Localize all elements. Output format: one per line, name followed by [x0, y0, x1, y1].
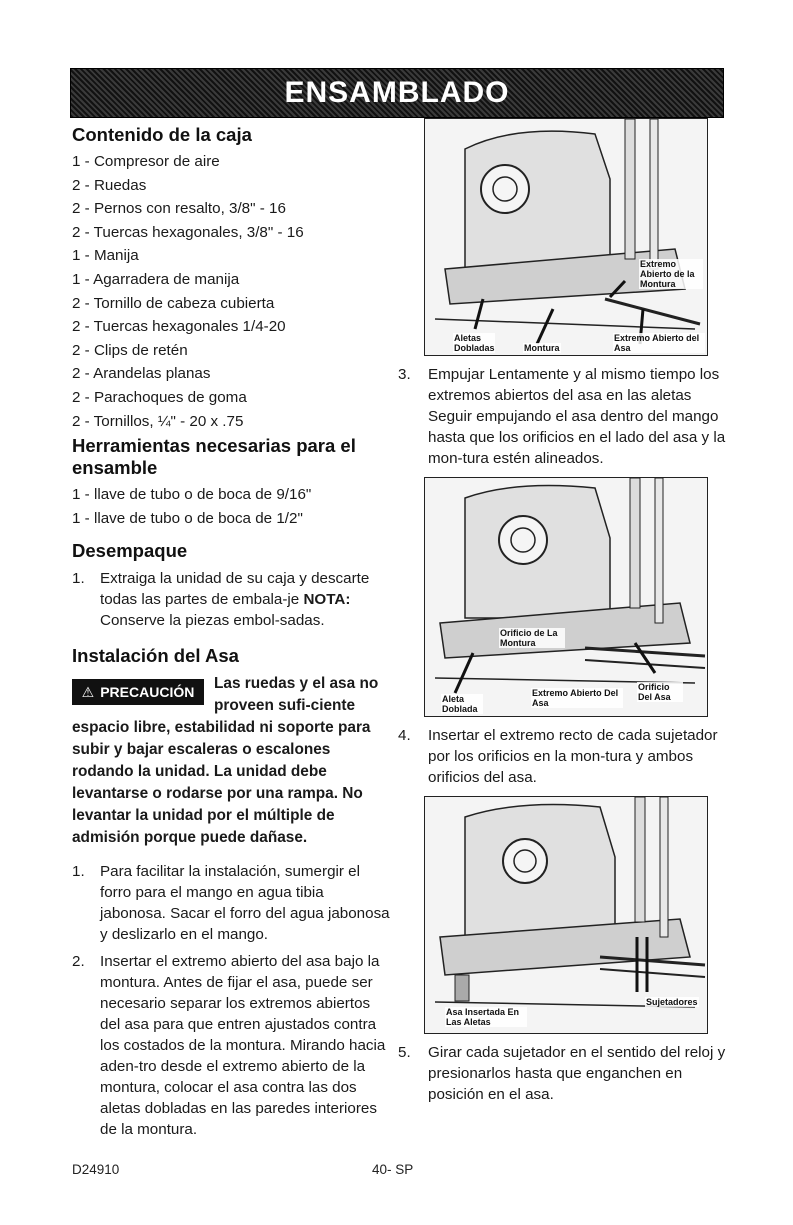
label-handle-hole: Orificio Del Asa [637, 682, 683, 702]
list-item: 1 - llave de tubo o de boca de 1/2" [72, 509, 303, 527]
label-bent-tab: Aleta Doblada [441, 694, 483, 714]
assembly-step [398, 364, 728, 469]
caution-block [72, 673, 392, 849]
caution-text: Las ruedas y el asa no proveen sufi-ciente espacio libre, estabilidad ni soporte para subir y bajar escaleras o escalones rodando la unidad. La unidad debe levantarse o rodarse por una rampa. No levantar la unidad por el múltiple de admisión porque puede dañase. [72, 675, 379, 847]
caution-badge [72, 679, 204, 705]
note-label: NOTA: [303, 591, 351, 609]
label-fasteners: Sujetadores [646, 997, 698, 1007]
handle-step [72, 951, 392, 1140]
list-item: 2 - Arandelas planas [72, 365, 211, 383]
left-column [72, 120, 392, 1146]
step-number: 5. [398, 1044, 411, 1061]
step-number: 1. [72, 570, 85, 588]
tools-heading: Herramientas necesarias para el ensamble [72, 435, 356, 479]
list-item: 2 - Parachoques de goma [72, 388, 247, 406]
list-item: 1 - llave de tubo o de boca de 9/16" [72, 486, 312, 504]
assembly-step [398, 1042, 728, 1105]
list-item: 1 - Agarradera de manija [72, 270, 240, 288]
list-item: 2 - Tuercas hexagonales 1/4-20 [72, 318, 286, 336]
step-text: Insertar el extremo abierto del asa bajo la montura. Antes de fijar el asa, puede ser necesario separar los extremos abiertos del asa para que entren ajustados contra los costados de la montura. Mirando hacia aden-tro desde el extremo abierto de la montura, colocar el asa contra las dos aletas dobladas en las paredes interiores de la montura. [100, 953, 386, 1139]
figure-fasteners [424, 796, 708, 1034]
list-item: 2 - Pernos con resalto, 3/8" - 16 [72, 200, 286, 218]
contents-list [72, 150, 392, 433]
step-number: 1. [72, 863, 85, 881]
tools-list [72, 483, 392, 530]
step-text: Extraiga la unidad de su caja y descarte todas las partes de embala-je NOTA: Conserve la piezas embol-sadas. [100, 570, 370, 630]
label-mount: Montura [524, 343, 560, 353]
list-item: 2 - Ruedas [72, 176, 147, 194]
handle-step [72, 861, 392, 945]
figure-hole-alignment [424, 477, 708, 717]
caution-label: PRECAUCIÓN [100, 684, 195, 701]
assembly-step [398, 725, 728, 788]
page-number: 40- SP [372, 1162, 414, 1177]
list-item: 1 - Compresor de aire [72, 153, 220, 170]
step-number: 2. [72, 953, 85, 971]
list-item: 2 - Tornillos, ¼" - 20 x .75 [72, 412, 244, 430]
step-text: Para facilitar la instalación, sumergir el forro para el mango en agua tibia jabonosa. Sacar el forro del agua jabonosa y deslizarlo en el mango. [100, 863, 390, 944]
doc-code: D24910 [72, 1162, 120, 1177]
label-mount-hole: Orificio de La Montura [499, 628, 565, 648]
step-text: Empujar Lentamente y al mismo tiempo los extremos abiertos del asa en las aletas Seguir empujando el asa dentro del mango hasta que los orificios en el lado del asa y la mon-tura estén alineados. [428, 366, 726, 467]
label-open-end-mount: Extremo Abierto de la Montura [639, 259, 703, 289]
unpack-step [72, 568, 392, 631]
compressor-illustration-2 [425, 478, 707, 716]
warning-triangle-icon: ⚠ [81, 684, 95, 701]
label-inserted: Asa Insertada En Las Aletas [445, 1007, 527, 1027]
step-number: 3. [398, 366, 411, 383]
right-column [398, 118, 728, 1113]
list-item: 2 - Tornillo de cabeza cubierta [72, 294, 275, 312]
label-open-end-handle: Extremo Abierto Del Asa [531, 688, 623, 708]
contents-heading: Contenido de la caja [72, 124, 252, 145]
list-item: 2 - Tuercas hexagonales, 3/8" - 16 [72, 223, 304, 241]
label-open-end-handle: Extremo Abierto del Asa [613, 333, 705, 353]
step-text: Girar cada sujetador en el sentido del reloj y presionarlos hasta que enganchen en posición en el asa. [428, 1044, 726, 1103]
list-item: 1 - Manija [72, 247, 139, 265]
section-banner [70, 68, 724, 118]
step-text: Insertar el extremo recto de cada sujetador por los orificios en la mon-tura y ambos orificios del asa. [428, 727, 718, 786]
handle-heading: Instalación del Asa [72, 645, 239, 667]
label-bent-tabs: Aletas Dobladas [454, 333, 495, 353]
unpack-heading: Desempaque [72, 540, 188, 562]
figure-handle-mount [424, 118, 708, 356]
step-number: 4. [398, 727, 411, 744]
list-item: 2 - Clips de retén [72, 341, 188, 359]
compressor-illustration-1 [425, 119, 707, 355]
section-title: ENSAMBLADO [284, 76, 510, 109]
